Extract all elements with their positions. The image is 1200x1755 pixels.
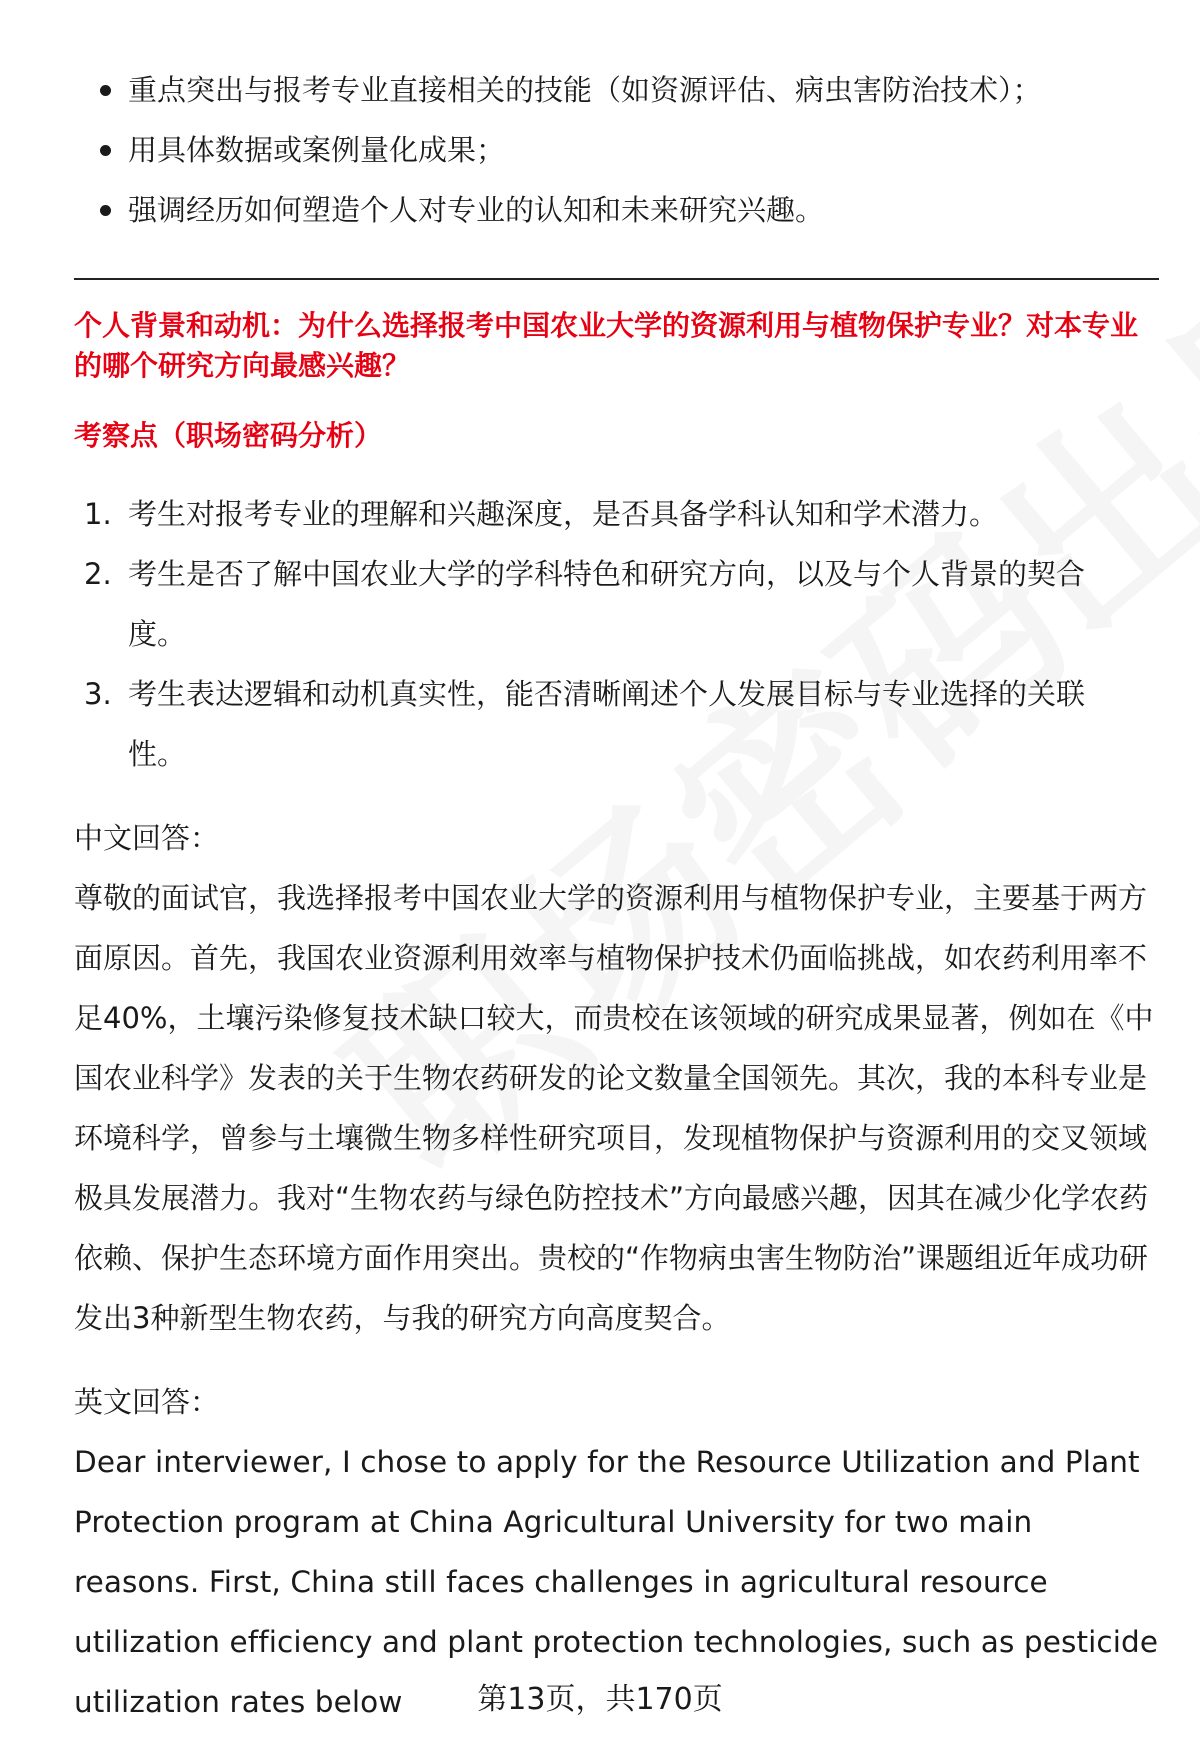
list-item: 3. 考生表达逻辑和动机真实性，能否清晰阐述个人发展目标与专业选择的关联性。 (84, 677, 1086, 771)
page-number-footer: 第13页，共170页 (477, 1682, 723, 1717)
chinese-answer-label: 中文回答： (74, 821, 220, 855)
english-answer-text: Dear interviewer, I chose to apply for the Resource Utilization and Plant Protection program at China Agricultural University for two main reasons. First, China still faces challenges in agricultural resource utilization efficiency and plant protection technologies, such as pesticide utilization rates below (74, 1445, 1159, 1719)
list-item: 强调经历如何塑造个人对专业的认知和未来研究兴趣。 (74, 180, 1159, 240)
document-page (74, 60, 1159, 1732)
list-item: 1. 考生对报考专业的理解和兴趣深度，是否具备学科认知和学术潜力。 (84, 497, 999, 531)
bullet-dot-icon (100, 205, 111, 216)
list-item: 重点突出与报考专业直接相关的技能（如资源评估、病虫害防治技术）； (74, 60, 1159, 120)
list-item: 2. 考生是否了解中国农业大学的学科特色和研究方向，以及与个人背景的契合度。 (84, 557, 1086, 651)
question-heading: 个人背景和动机：为什么选择报考中国农业大学的资源利用与植物保护专业？对本专业的哪个研究方向最感兴趣？ (74, 309, 1139, 382)
exam-points-list (74, 484, 1159, 784)
english-answer-label: 英文回答： (74, 1385, 220, 1419)
list-item: 用具体数据或案例量化成果； (74, 120, 1159, 180)
bullet-dot-icon (100, 85, 111, 96)
exam-points-heading: 考察点（职场密码分析） (74, 419, 383, 452)
section-divider (74, 278, 1159, 280)
bullet-dot-icon (100, 145, 111, 156)
chinese-answer-text: 尊敬的面试官，我选择报考中国农业大学的资源利用与植物保护专业，主要基于两方面原因。首先，我国农业资源利用效率与植物保护技术仍面临挑战，如农药利用率不足40%，土壤污染修复技术缺口较大，而贵校在该领域的研究成果显著，例如在《中国农业科学》发表的关于生物农药研发的论文数量全国领先。其次，我的本科专业是环境科学，曾参与土壤微生物多样性研究项目，发现植物保护与资源利用的交叉领域极具发展潜力。我对“生物农药与绿色防控技术”方向最感兴趣，因其在减少化学农药依赖、保护生态环境方面作用突出。贵校的“作物病虫害生物防治”课题组近年成功研发出3种新型生物农药，与我的研究方向高度契合。 (74, 881, 1154, 1335)
tips-bullet-list (74, 60, 1159, 240)
